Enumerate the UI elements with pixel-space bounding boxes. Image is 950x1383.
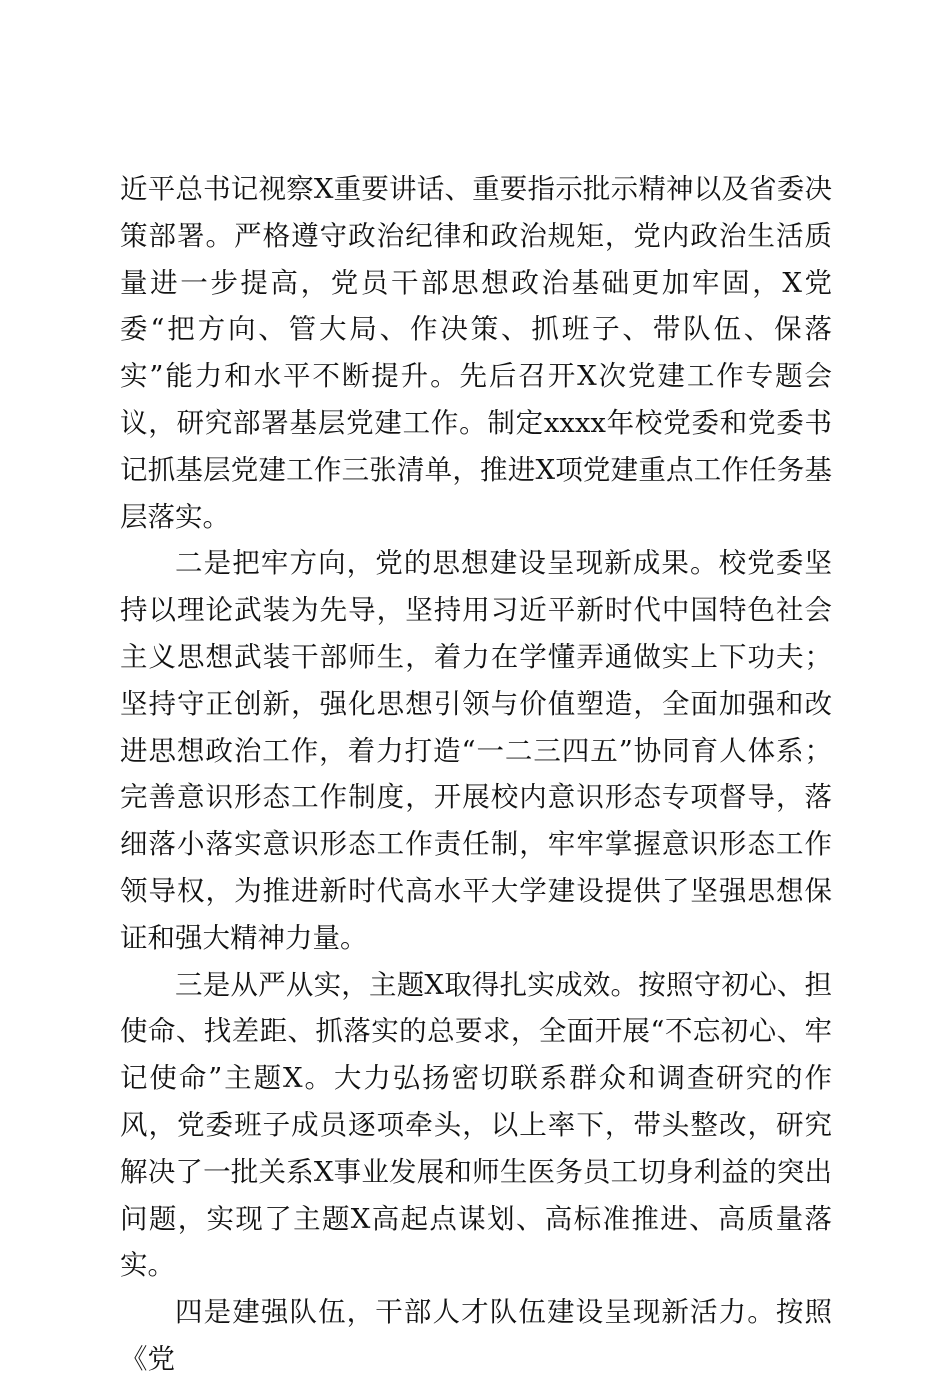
paragraph-continuation: 近平总书记视察X重要讲话、重要指示批示精神以及省委决策部署。严格遵守政治纪律和政治规矩，党内政治生活质量进一步提高，党员干部思想政治基础更加牢固，X党委“把方向、管大局、作决策、抓班子、带队伍、保落实”能力和水平不断提升。先后召开X次党建工作专题会议，研究部署基层党建工作。制定xxxx年校党委和党委书记抓基层党建工作三张清单，推进X项党建重点工作任务基层落实。: [120, 173, 832, 533]
paragraph-team-building: 四是建强队伍，干部人才队伍建设呈现新活力。按照《党: [120, 1296, 832, 1375]
paragraph-theme-education: 三是从严从实，主题X取得扎实成效。按照守初心、担使命、找差距、抓落实的总要求，全面开展“不忘初心、牢记使命”主题X。大力弘扬密切联系群众和调查研究的作风，党委班子成员逐项牵头，以上率下，带头整改，研究解决了一批关系X事业发展和师生医务员工切身利益的突出问题，实现了主题X高起点谋划、高标准推进、高质量落实。: [120, 968, 832, 1282]
paragraph-ideological-building: 二是把牢方向，党的思想建设呈现新成果。校党委坚持以理论武装为先导，坚持用习近平新时代中国特色社会主义思想武装干部师生，着力在学懂弄通做实上下功夫；坚持守正创新，强化思想引领与价值塑造，全面加强和改进思想政治工作，着力打造“一二三四五”协同育人体系；完善意识形态工作制度，开展校内意识形态专项督导，落细落小落实意识形态工作责任制，牢牢掌握意识形态工作领导权，为推进新时代高水平大学建设提供了坚强思想保证和强大精神力量。: [120, 547, 832, 954]
document-body: [120, 166, 832, 1383]
